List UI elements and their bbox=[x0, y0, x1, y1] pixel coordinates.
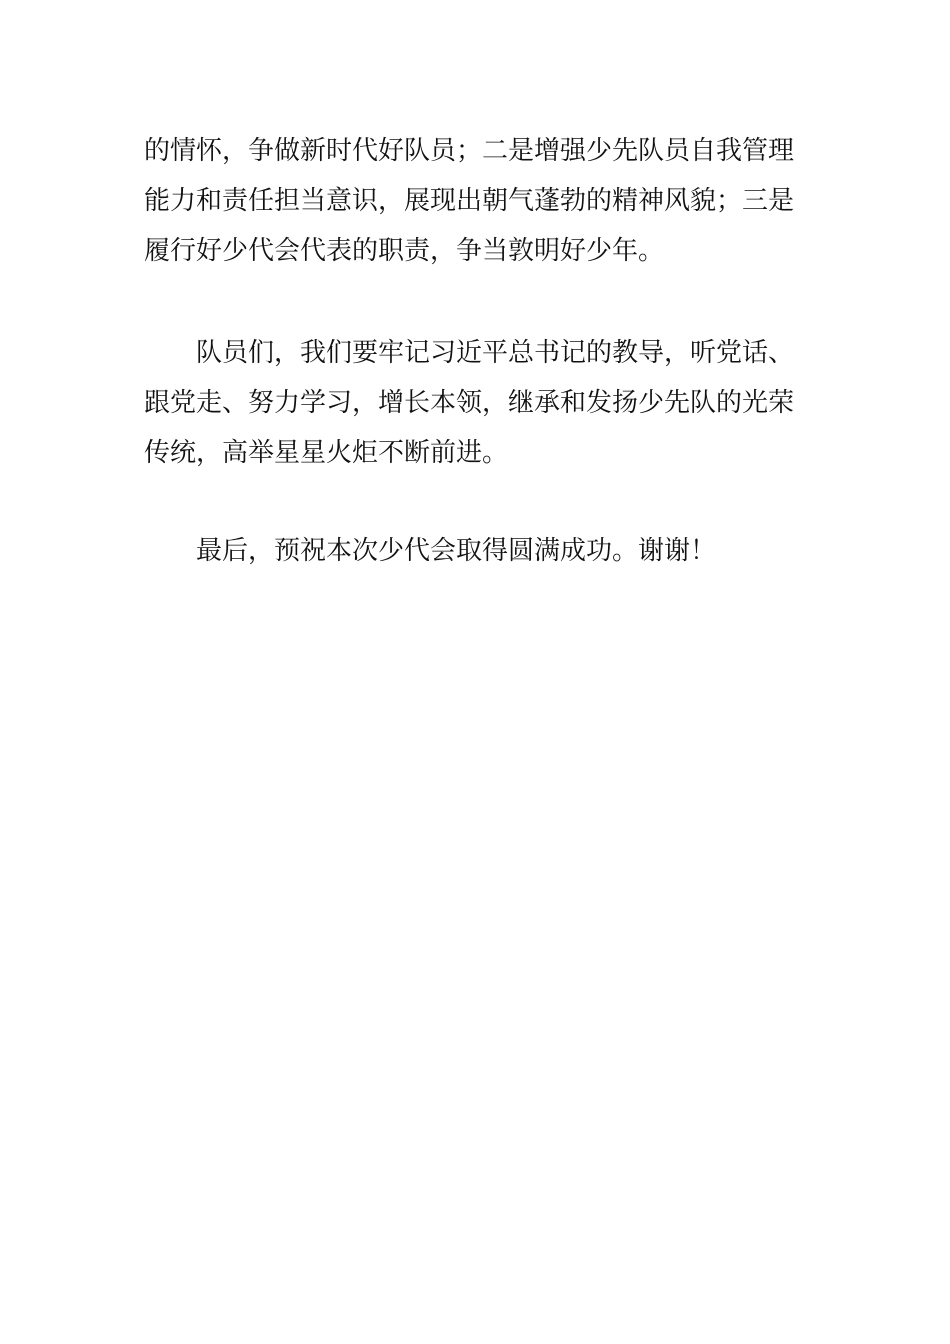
paragraph-3 bbox=[144, 526, 824, 576]
paragraph-line: 最后，预祝本次少代会取得圆满成功。谢谢！ bbox=[196, 536, 717, 566]
paragraph-1 bbox=[144, 126, 824, 276]
paragraph-2 bbox=[144, 328, 824, 478]
paragraph-line: 跟党走、努力学习，增长本领，继承和发扬少先队的光荣 bbox=[144, 388, 795, 418]
paragraph-line: 的情怀，争做新时代好队员；二是增强少先队员自我管理 bbox=[144, 136, 795, 166]
paragraph-line: 队员们，我们要牢记习近平总书记的教导，听党话、 bbox=[196, 338, 795, 368]
paragraph-line: 履行好少代会代表的职责，争当敦明好少年。 bbox=[144, 236, 665, 266]
paragraph-line: 能力和责任担当意识，展现出朝气蓬勃的精神风貌；三是 bbox=[144, 186, 795, 216]
paragraph-line: 传统，高举星星火炬不断前进。 bbox=[144, 438, 509, 468]
